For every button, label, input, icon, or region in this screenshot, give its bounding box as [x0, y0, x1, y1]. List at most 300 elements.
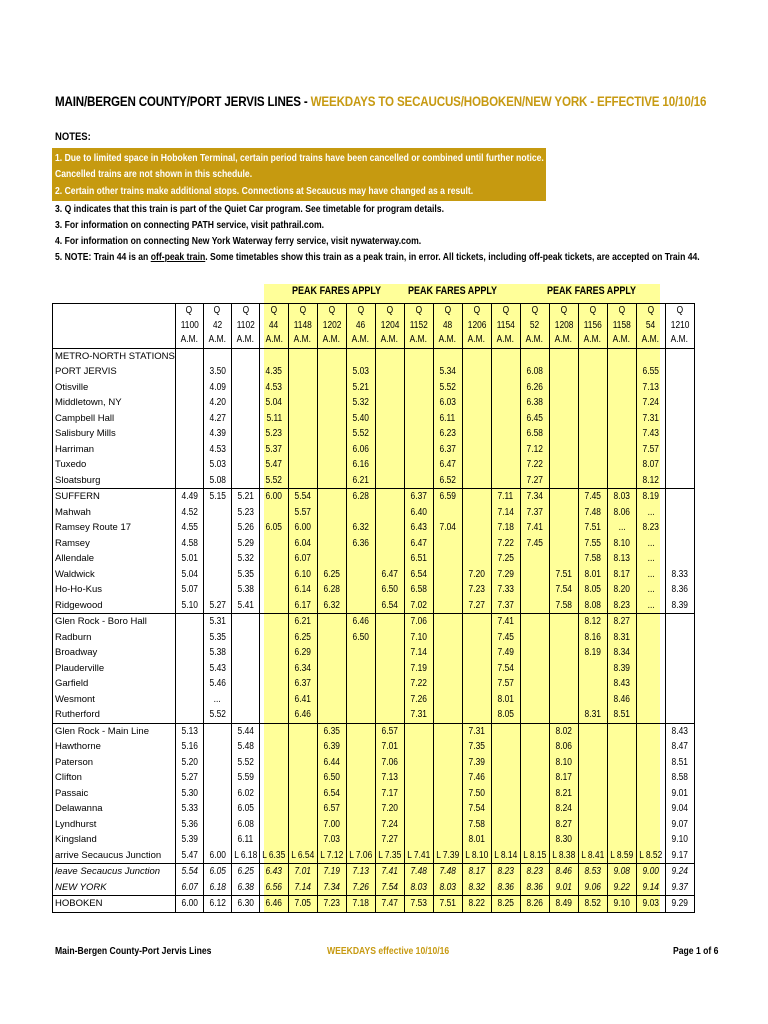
station-name: Mahwah [53, 505, 176, 521]
time-cell [231, 770, 259, 786]
time-cell [462, 551, 491, 567]
time-cell [491, 304, 520, 319]
time-cell [404, 489, 433, 505]
time-cell [260, 364, 288, 380]
time-value: ... [213, 693, 221, 705]
time-cell [231, 880, 259, 896]
time-cell [665, 755, 694, 771]
time-value: 7.46 [468, 772, 485, 784]
time-cell [317, 582, 346, 598]
notes-heading: NOTES: [55, 131, 91, 143]
time-value: 6.43 [265, 866, 283, 878]
station-name: Clifton [53, 770, 176, 786]
time-value: 5.21 [237, 491, 254, 503]
time-cell [636, 770, 665, 786]
time-value: L 6.18 [234, 849, 258, 861]
time-cell [549, 723, 578, 739]
time-cell [433, 630, 462, 646]
time-cell [665, 848, 694, 864]
time-value: 7.41 [526, 522, 543, 534]
time-cell [404, 832, 433, 848]
table-row [53, 676, 695, 692]
time-value: L 6.54 [291, 849, 315, 861]
time-value: 7.14 [294, 881, 311, 893]
time-cell [260, 551, 288, 567]
time-value: 8.13 [613, 553, 630, 565]
time-cell [346, 567, 375, 583]
time-cell [375, 473, 404, 489]
time-value: 6.50 [323, 772, 340, 784]
table-row [53, 817, 695, 833]
time-cell [260, 319, 288, 334]
time-value: 7.02 [410, 599, 427, 611]
time-value: 9.00 [642, 866, 659, 878]
time-value: Q [618, 305, 625, 317]
time-value: 9.04 [671, 803, 688, 815]
time-value: Q [386, 305, 393, 317]
time-cell [433, 304, 462, 319]
time-cell [578, 505, 607, 521]
time-cell [549, 707, 578, 723]
time-value: 7.19 [323, 866, 340, 878]
time-value: 7.47 [381, 898, 398, 910]
time-cell [607, 786, 636, 802]
time-cell [520, 304, 549, 319]
time-cell [404, 395, 433, 411]
time-cell [665, 645, 694, 661]
time-cell [346, 411, 375, 427]
table-row [53, 723, 695, 739]
time-cell [231, 864, 259, 880]
time-cell [549, 786, 578, 802]
time-cell [203, 864, 231, 880]
time-cell [175, 473, 203, 489]
time-value: 7.35 [468, 741, 485, 753]
time-value: 5.04 [181, 568, 198, 580]
time-cell [346, 848, 375, 864]
time-value: 8.25 [497, 898, 514, 910]
table-row [53, 880, 695, 896]
time-cell [203, 645, 231, 661]
time-cell [578, 630, 607, 646]
time-cell [346, 661, 375, 677]
time-value: 7.01 [381, 741, 398, 753]
time-value: 5.36 [181, 818, 198, 830]
time-value: 6.21 [352, 474, 369, 486]
time-cell [260, 801, 288, 817]
time-value: 8.01 [497, 693, 514, 705]
time-cell [203, 661, 231, 677]
time-cell [375, 661, 404, 677]
time-cell [231, 723, 259, 739]
time-cell [665, 630, 694, 646]
time-value: 6.18 [209, 881, 226, 893]
time-cell [375, 864, 404, 880]
time-value: 7.57 [642, 443, 659, 455]
time-cell [549, 614, 578, 630]
time-value: 8.01 [468, 834, 485, 846]
time-value: Q [531, 305, 538, 317]
time-value: 5.41 [237, 599, 254, 611]
time-cell [433, 692, 462, 708]
time-value: 7.22 [497, 537, 514, 549]
time-cell [462, 364, 491, 380]
time-value: 7.11 [497, 491, 514, 503]
time-cell [491, 739, 520, 755]
time-value: 8.02 [555, 725, 572, 737]
time-value: 5.07 [181, 584, 198, 596]
time-cell [433, 536, 462, 552]
time-value: 8.51 [671, 756, 688, 768]
time-value: A.M. [294, 334, 312, 346]
time-value: 8.03 [410, 881, 427, 893]
time-cell [375, 801, 404, 817]
time-cell [175, 505, 203, 521]
time-value: 7.37 [497, 599, 514, 611]
time-cell [203, 411, 231, 427]
time-cell [578, 786, 607, 802]
time-cell [317, 520, 346, 536]
station-name: Garfield [53, 676, 176, 692]
time-cell [288, 395, 317, 411]
time-cell [491, 645, 520, 661]
time-value: 5.10 [181, 599, 198, 611]
time-value: 7.13 [642, 381, 659, 393]
time-cell [375, 551, 404, 567]
time-cell [491, 333, 520, 348]
time-cell [636, 786, 665, 802]
table-row [53, 489, 695, 505]
time-value: 8.39 [671, 599, 688, 611]
time-cell [462, 739, 491, 755]
time-value: 8.17 [613, 568, 630, 580]
time-cell [549, 676, 578, 692]
time-cell [175, 489, 203, 505]
time-value: 9.10 [613, 898, 630, 910]
time-value: 9.08 [613, 866, 630, 878]
time-value: 6.02 [237, 787, 254, 799]
time-cell [404, 536, 433, 552]
time-cell [491, 348, 520, 364]
time-cell [203, 848, 231, 864]
time-cell [607, 457, 636, 473]
time-cell [288, 598, 317, 614]
station-name: Delawanna [53, 801, 176, 817]
time-value: 8.58 [671, 772, 688, 784]
time-cell [288, 630, 317, 646]
time-cell [636, 426, 665, 442]
time-value: 8.12 [642, 474, 659, 486]
time-cell [317, 801, 346, 817]
time-value: 5.11 [266, 412, 282, 424]
table-row [53, 395, 695, 411]
time-cell [288, 661, 317, 677]
time-cell [520, 707, 549, 723]
time-value: 4.58 [181, 537, 198, 549]
time-value: 7.31 [468, 725, 485, 737]
time-cell [404, 896, 433, 913]
time-cell [433, 880, 462, 896]
time-cell [578, 896, 607, 913]
time-value: 8.39 [613, 662, 630, 674]
time-value: 6.25 [294, 631, 311, 643]
time-cell [404, 567, 433, 583]
time-cell [203, 880, 231, 896]
time-cell [317, 364, 346, 380]
time-value: Q [647, 305, 654, 317]
time-cell [607, 411, 636, 427]
time-cell [231, 551, 259, 567]
time-value: L 8.59 [610, 849, 634, 861]
time-cell [665, 333, 694, 348]
page-title [55, 94, 706, 109]
time-value: A.M. [526, 334, 544, 346]
time-cell [288, 770, 317, 786]
time-cell [520, 645, 549, 661]
time-value: 7.54 [555, 584, 572, 596]
station-name: Wesmont [53, 692, 176, 708]
time-value: 7.19 [410, 662, 427, 674]
time-cell [578, 348, 607, 364]
time-cell [433, 442, 462, 458]
time-cell [375, 880, 404, 896]
time-cell [491, 723, 520, 739]
time-cell [549, 520, 578, 536]
table-row [53, 505, 695, 521]
time-cell [578, 457, 607, 473]
time-cell [665, 770, 694, 786]
time-value: 4.27 [209, 412, 226, 424]
time-cell [636, 801, 665, 817]
time-cell [636, 707, 665, 723]
table-row [53, 614, 695, 630]
table-row [53, 801, 695, 817]
time-value: 8.05 [584, 584, 601, 596]
time-value: A.M. [265, 334, 283, 346]
station-name: Broadway [53, 645, 176, 661]
time-cell [636, 739, 665, 755]
time-cell [607, 395, 636, 411]
time-cell [346, 551, 375, 567]
time-value: 6.35 [323, 725, 340, 737]
time-cell [404, 520, 433, 536]
time-cell [491, 614, 520, 630]
station-name: METRO-NORTH STATIONS [53, 348, 176, 364]
time-cell [231, 348, 259, 364]
time-cell [260, 505, 288, 521]
time-cell [607, 645, 636, 661]
table-row [53, 661, 695, 677]
time-cell [462, 457, 491, 473]
time-cell [462, 676, 491, 692]
time-cell [491, 707, 520, 723]
time-cell [175, 801, 203, 817]
time-cell [203, 614, 231, 630]
time-cell [175, 411, 203, 427]
table-row [53, 457, 695, 473]
time-value: 7.13 [352, 866, 369, 878]
time-value: 5.33 [181, 803, 198, 815]
time-cell [203, 489, 231, 505]
time-cell [636, 304, 665, 319]
time-value: 5.15 [209, 491, 226, 503]
time-cell [491, 380, 520, 396]
time-value: 6.06 [352, 443, 369, 455]
time-cell [260, 817, 288, 833]
time-value: 7.39 [468, 756, 485, 768]
time-cell [462, 896, 491, 913]
time-value: 8.31 [613, 631, 630, 643]
time-cell [607, 551, 636, 567]
time-value: 52 [530, 319, 540, 331]
time-cell [260, 582, 288, 598]
time-cell [260, 442, 288, 458]
time-cell [288, 380, 317, 396]
time-value: 4.53 [265, 381, 283, 393]
peak-fares-label: PEAK FARES APPLY [547, 285, 637, 297]
time-cell [520, 723, 549, 739]
time-value: 6.47 [381, 568, 398, 580]
time-cell [607, 598, 636, 614]
time-cell [203, 364, 231, 380]
time-cell [175, 364, 203, 380]
time-value: Q [270, 305, 278, 317]
time-cell [375, 520, 404, 536]
time-cell [260, 896, 288, 913]
time-cell [665, 707, 694, 723]
time-cell [665, 896, 694, 913]
time-cell [636, 473, 665, 489]
time-value: 8.05 [497, 709, 514, 721]
time-cell [346, 319, 375, 334]
time-value: 8.46 [613, 693, 630, 705]
time-value: L 7.06 [349, 849, 373, 861]
time-cell [665, 319, 694, 334]
time-cell [203, 832, 231, 848]
time-cell [549, 536, 578, 552]
time-value: 46 [356, 319, 366, 331]
time-value: A.M. [410, 334, 428, 346]
time-cell [433, 348, 462, 364]
time-value: 1152 [409, 319, 428, 331]
time-cell [231, 520, 259, 536]
time-cell [491, 896, 520, 913]
table-row [53, 567, 695, 583]
station-name: Ramsey Route 17 [53, 520, 176, 536]
table-row [53, 645, 695, 661]
time-cell [578, 304, 607, 319]
time-cell [433, 380, 462, 396]
time-value: 1102 [236, 319, 255, 331]
time-cell [288, 426, 317, 442]
time-value: Q [299, 305, 306, 317]
time-value: 44 [269, 319, 279, 331]
time-cell [203, 692, 231, 708]
time-cell [462, 786, 491, 802]
time-cell [607, 896, 636, 913]
time-cell [665, 864, 694, 880]
time-cell [491, 319, 520, 334]
time-value: 7.29 [497, 568, 514, 580]
time-value: 5.23 [237, 506, 254, 518]
time-cell [317, 676, 346, 692]
time-cell [346, 739, 375, 755]
time-cell [607, 864, 636, 880]
time-cell [520, 520, 549, 536]
time-cell [607, 348, 636, 364]
time-cell [578, 364, 607, 380]
time-value: A.M. [468, 334, 486, 346]
time-cell [288, 567, 317, 583]
time-cell [288, 786, 317, 802]
time-cell [433, 364, 462, 380]
time-value: 7.18 [352, 898, 369, 910]
time-cell [346, 832, 375, 848]
time-cell [203, 723, 231, 739]
table-row [53, 896, 695, 913]
note-5-offpeak: off-peak train [150, 251, 206, 263]
time-value: 5.48 [237, 741, 254, 753]
table-row [53, 551, 695, 567]
time-value: L 8.38 [552, 849, 576, 861]
time-cell [288, 319, 317, 334]
time-cell [520, 505, 549, 521]
time-value: 6.14 [294, 584, 311, 596]
time-cell [175, 551, 203, 567]
time-cell [433, 520, 462, 536]
time-value: 7.37 [526, 506, 543, 518]
time-cell [231, 364, 259, 380]
time-value: 5.23 [265, 428, 283, 440]
time-cell [288, 520, 317, 536]
time-value: 8.46 [555, 866, 572, 878]
time-cell [491, 426, 520, 442]
time-value: 7.57 [497, 678, 514, 690]
time-cell [491, 551, 520, 567]
time-cell [520, 896, 549, 913]
time-cell [520, 411, 549, 427]
time-cell [231, 614, 259, 630]
time-cell [520, 739, 549, 755]
time-value: 8.36 [526, 881, 543, 893]
time-value: 5.37 [265, 443, 283, 455]
time-value: 7.43 [642, 428, 659, 440]
time-cell [404, 723, 433, 739]
time-value: 1206 [467, 319, 487, 331]
time-cell [491, 505, 520, 521]
time-value: 7.01 [294, 866, 311, 878]
time-value: 6.26 [526, 381, 543, 393]
time-value: 5.21 [352, 381, 369, 393]
time-cell [520, 848, 549, 864]
time-value: 7.54 [497, 662, 514, 674]
time-value: 5.20 [181, 756, 198, 768]
footer-left: Main-Bergen County-Port Jervis Lines [55, 945, 212, 957]
time-cell [462, 832, 491, 848]
time-value: 5.54 [294, 491, 311, 503]
time-cell [491, 520, 520, 536]
time-cell [433, 645, 462, 661]
time-cell [346, 707, 375, 723]
time-cell [231, 848, 259, 864]
time-cell [375, 489, 404, 505]
station-name: Glen Rock - Boro Hall [53, 614, 176, 630]
time-cell [175, 614, 203, 630]
time-value: 7.41 [381, 866, 398, 878]
time-cell [462, 770, 491, 786]
time-cell [231, 786, 259, 802]
time-value: 5.52 [237, 756, 254, 768]
